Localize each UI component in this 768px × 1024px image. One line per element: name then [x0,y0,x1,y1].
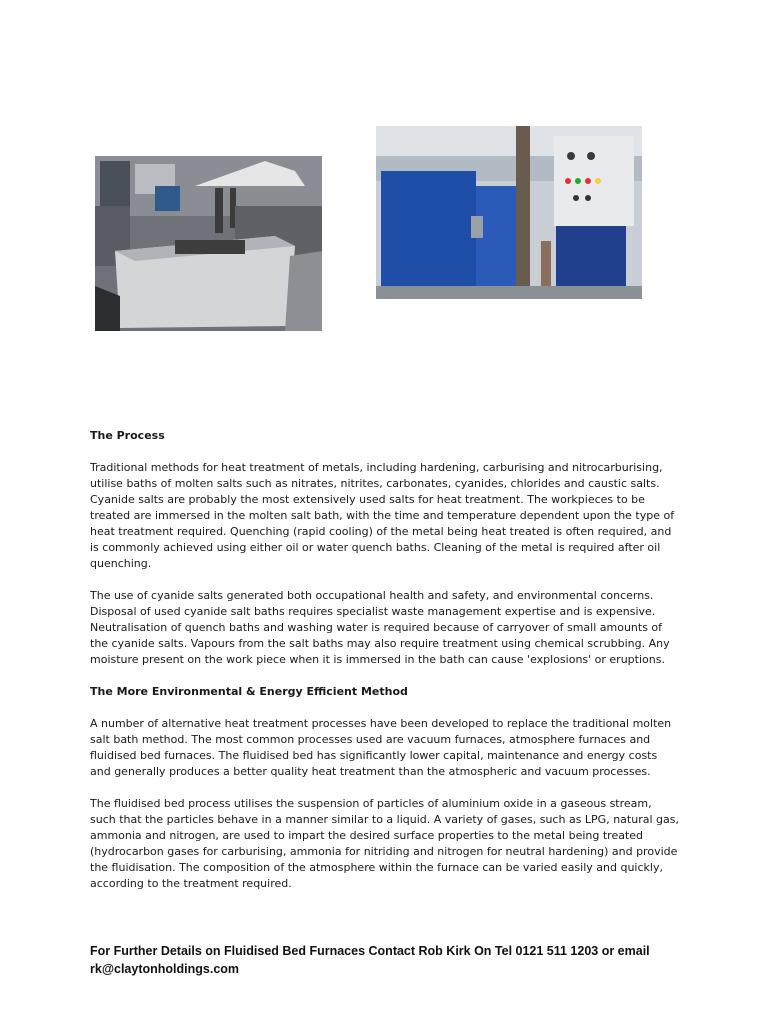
section-heading-method: The More Environmental & Energy Efficient Method [90,685,408,698]
fluidised-bed-furnace-photo [376,126,642,299]
contact-email[interactable]: rk@claytonholdings.com [90,962,240,976]
article-body [90,428,680,908]
paragraph: The fluidised bed process utilises the suspension of particles of aluminium oxide in a gaseous stream, such that the particles behave in a manner similar to a liquid. A variety of gases, such as LPG, natural gas, ammonia and nitrogen, are used to impart the desired surface properties to the metal being treated (hydrocarbon gases for carburising, ammonia for nitriding and nitrogen for neutral hardening) and provide the fluidisation. The composition of the atmosphere within the furnace can be varied easily and quickly, according to the treatment required. [90,797,679,890]
paragraph: A number of alternative heat treatment processes have been developed to replace the traditional molten salt bath method. The most common processes used are vacuum furnaces, atmosphere furnaces and fluidised bed furnaces. The fluidised bed has significantly lower capital, maintenance and energy costs and generally produces a better quality heat treatment than the atmospheric and vacuum processes. [90,717,672,778]
contact-line: For Further Details on Fluidised Bed Furnaces Contact Rob Kirk On Tel 0121 511 1203 or email [90,944,650,958]
salt-bath-photo [95,156,322,331]
paragraph: The use of cyanide salts generated both occupational health and safety, and environmental concerns. Disposal of used cyanide salt baths requires specialist waste management expertise and is expensive. Neutralisation of quench baths and washing water is required because of carryover of small amounts of the cyanide salts. Vapours from the salt baths may also require treatment using chemical scrubbing. Any moisture present on the work piece when it is immersed in the bath can cause 'explosions' or eruptions. [90,589,670,666]
paragraph: Traditional methods for heat treatment of metals, including hardening, carburising and nitrocarburising, utilise baths of molten salts such as nitrates, nitrites, carbonates, cyanides, chlorides and caustic salts. Cyanide salts are probably the most extensively used salts for heat treatment. The workpieces to be treated are immersed in the molten salt bath, with the time and temperature dependent upon the type of heat treatment required. Quenching (rapid cooling) of the metal being heat treated is often required, and is commonly achieved using either oil or water quench baths. Cleaning of the metal is required after oil quenching. [90,461,675,570]
section-heading-process: The Process [90,429,165,442]
contact-footer [90,942,690,978]
